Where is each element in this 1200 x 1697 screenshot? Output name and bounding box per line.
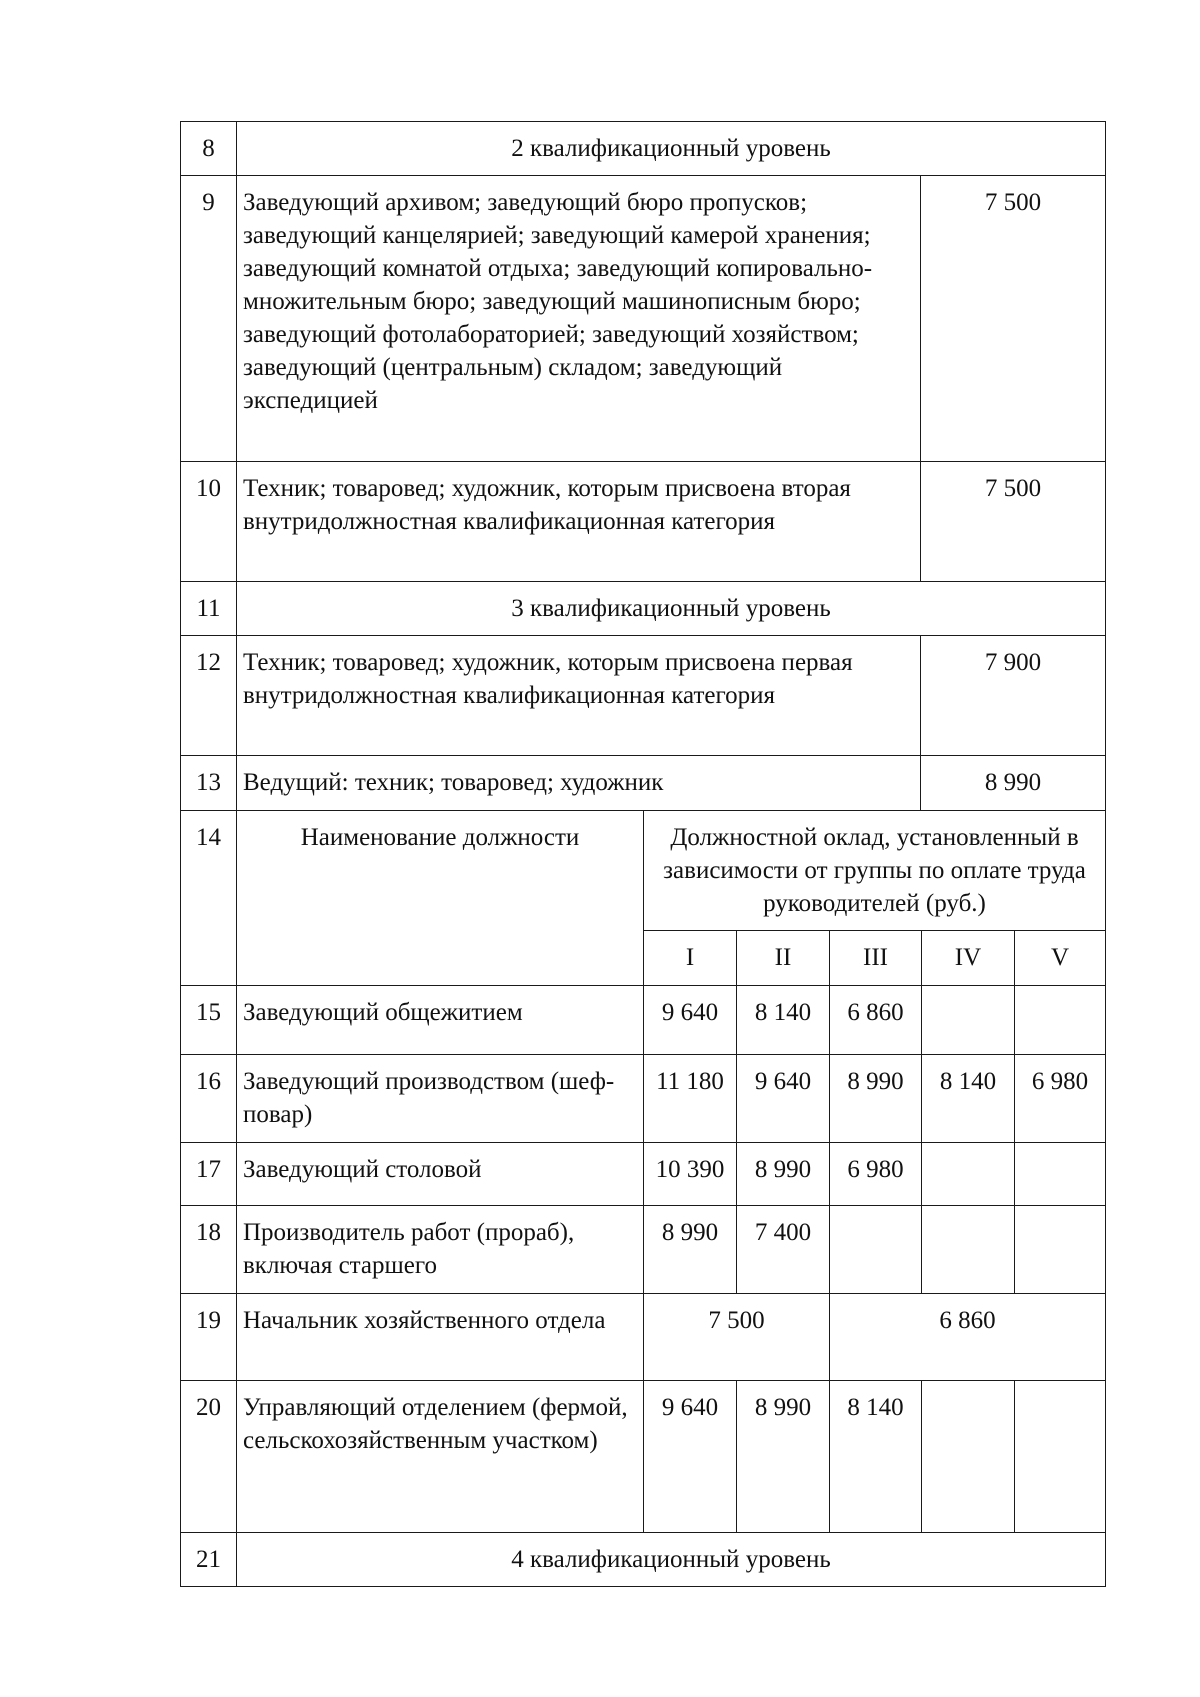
- group-header-iii: III: [829, 930, 921, 985]
- position-name: Заведующий общежитием: [236, 985, 643, 1054]
- salary-header: Должностной оклад, установленный в зависимости от группы по оплате труда руководителей (руб.): [643, 810, 1106, 930]
- salary-group-ii: 9 640: [736, 1054, 829, 1142]
- position-name: Заведующий столовой: [236, 1142, 643, 1205]
- position-name: Заведующий производством (шеф-повар): [236, 1054, 643, 1142]
- table-row: [180, 755, 1106, 810]
- table-row: [180, 175, 1106, 461]
- salary-group-iii: 6 980: [829, 1142, 921, 1205]
- salary-group-iv: [921, 1380, 1014, 1532]
- salary-group-iv: 8 140: [921, 1054, 1014, 1142]
- salary-group-ii: 7 400: [736, 1205, 829, 1293]
- row-number: 12: [180, 635, 236, 755]
- row-number: 11: [180, 581, 236, 635]
- position-name: Заведующий архивом; заведующий бюро пропусков; заведующий канцелярией; заведующий камерой хранения; заведующий комнатой отдыха; заведующий копировально-множительным бюро; заведующий машинописным бюро; заведующий фотолабораторией; заведующий хозяйством; заведующий (центральным) складом; заведующий экспедицией: [236, 175, 920, 461]
- salary-group-iii: 8 140: [829, 1380, 921, 1532]
- salary-groups-iii-v: 6 860: [829, 1293, 1106, 1380]
- group-header-ii: II: [736, 930, 829, 985]
- salary-group-v: 6 980: [1014, 1054, 1106, 1142]
- salary-group-i: 9 640: [643, 985, 736, 1054]
- salary-group-i: 9 640: [643, 1380, 736, 1532]
- salary-value: 7 900: [920, 635, 1106, 755]
- salary-group-ii: 8 990: [736, 1380, 829, 1532]
- table-row: [180, 1142, 1106, 1205]
- salary-group-i: 11 180: [643, 1054, 736, 1142]
- group-header-i: I: [643, 930, 736, 985]
- row-number: 9: [180, 175, 236, 461]
- table-row: [180, 1532, 1106, 1586]
- row-number: 17: [180, 1142, 236, 1205]
- salary-group-v: [1014, 1142, 1106, 1205]
- salary-groups-i-ii: 7 500: [643, 1293, 829, 1380]
- salary-group-i: 10 390: [643, 1142, 736, 1205]
- table-bottom-border: [180, 1586, 1106, 1587]
- table-row: [180, 1293, 1106, 1380]
- table-header-row: [180, 810, 1106, 985]
- table-row: [180, 581, 1106, 635]
- table-row: [180, 121, 1106, 175]
- group-header-v: V: [1014, 930, 1106, 985]
- salary-group-iv: [921, 1142, 1014, 1205]
- position-name: Управляющий отделением (фермой, сельскохозяйственным участком): [236, 1380, 643, 1532]
- group-header-iv: IV: [921, 930, 1014, 985]
- position-name: Техник; товаровед; художник, которым присвоена первая внутридолжностная квалификационная категория: [236, 635, 920, 755]
- salary-group-i: 8 990: [643, 1205, 736, 1293]
- table-row: [180, 985, 1106, 1054]
- salary-group-v: [1014, 985, 1106, 1054]
- row-number: 18: [180, 1205, 236, 1293]
- row-number: 13: [180, 755, 236, 810]
- salary-group-iii: 8 990: [829, 1054, 921, 1142]
- position-name: Ведущий: техник; товаровед; художник: [236, 755, 920, 810]
- qualification-level-heading: 3 квалификационный уровень: [236, 581, 1106, 635]
- position-name: Производитель работ (прораб), включая старшего: [236, 1205, 643, 1293]
- salary-group-iv: [921, 985, 1014, 1054]
- table-row: [180, 1380, 1106, 1532]
- table-row: [180, 461, 1106, 581]
- row-number: 16: [180, 1054, 236, 1142]
- salary-group-iii: [829, 1205, 921, 1293]
- row-number: 15: [180, 985, 236, 1054]
- salary-value: 8 990: [920, 755, 1106, 810]
- salary-group-v: [1014, 1380, 1106, 1532]
- salary-group-v: [1014, 1205, 1106, 1293]
- row-number: 8: [180, 121, 236, 175]
- position-name: Начальник хозяйственного отдела: [236, 1293, 643, 1380]
- table-row: [180, 635, 1106, 755]
- table-row: [180, 1205, 1106, 1293]
- salary-value: 7 500: [920, 461, 1106, 581]
- position-name-header: Наименование должности: [236, 810, 643, 985]
- salary-value: 7 500: [920, 175, 1106, 461]
- row-number: 10: [180, 461, 236, 581]
- salary-group-iii: 6 860: [829, 985, 921, 1054]
- row-number: 19: [180, 1293, 236, 1380]
- qualification-level-heading: 4 квалификационный уровень: [236, 1532, 1106, 1586]
- table-row: [180, 1054, 1106, 1142]
- row-number: 20: [180, 1380, 236, 1532]
- qualification-level-heading: 2 квалификационный уровень: [236, 121, 1106, 175]
- row-number: 14: [180, 810, 236, 985]
- position-name: Техник; товаровед; художник, которым присвоена вторая внутридолжностная квалификационная категория: [236, 461, 920, 581]
- salary-group-ii: 8 140: [736, 985, 829, 1054]
- salary-group-iv: [921, 1205, 1014, 1293]
- row-number: 21: [180, 1532, 236, 1586]
- salary-group-ii: 8 990: [736, 1142, 829, 1205]
